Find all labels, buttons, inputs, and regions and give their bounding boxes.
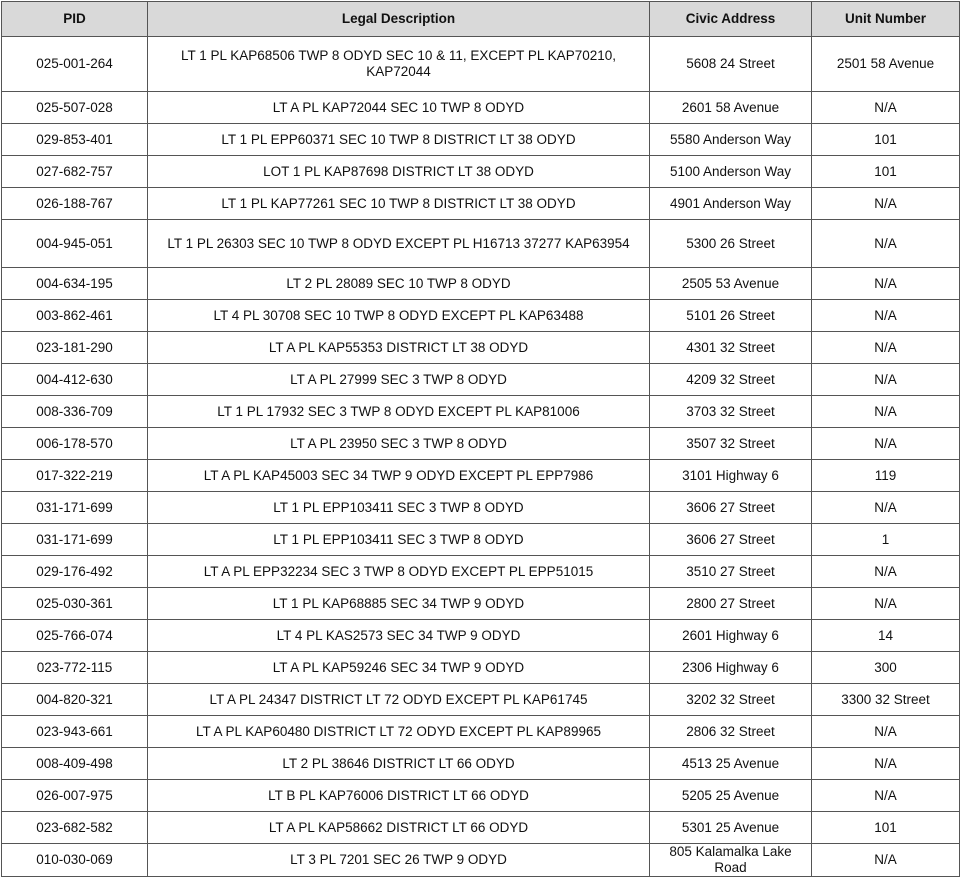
unit-number-cell: N/A <box>812 332 960 364</box>
civic-address-cell: 3202 32 Street <box>650 684 812 716</box>
unit-number-cell: N/A <box>812 716 960 748</box>
header-unit-number: Unit Number <box>812 2 960 37</box>
legal-description-cell: LT A PL 27999 SEC 3 TWP 8 ODYD <box>148 364 650 396</box>
legal-description-cell: LT B PL KAP76006 DISTRICT LT 66 ODYD <box>148 780 650 812</box>
pid-cell: 008-409-498 <box>2 748 148 780</box>
table-row <box>2 524 960 556</box>
legal-description-cell: LT 1 PL 17932 SEC 3 TWP 8 ODYD EXCEPT PL KAP81006 <box>148 396 650 428</box>
table-row <box>2 556 960 588</box>
table-row <box>2 124 960 156</box>
legal-description-cell: LT 1 PL EPP60371 SEC 10 TWP 8 DISTRICT LT 38 ODYD <box>148 124 650 156</box>
legal-description-cell: LT A PL KAP72044 SEC 10 TWP 8 ODYD <box>148 92 650 124</box>
unit-number-cell: 3300 32 Street <box>812 684 960 716</box>
pid-cell: 031-171-699 <box>2 524 148 556</box>
table-row <box>2 620 960 652</box>
civic-address-cell: 3703 32 Street <box>650 396 812 428</box>
civic-address-cell: 5608 24 Street <box>650 37 812 92</box>
legal-description-cell: LT 2 PL 38646 DISTRICT LT 66 ODYD <box>148 748 650 780</box>
civic-address-cell: 3510 27 Street <box>650 556 812 588</box>
unit-number-cell: 119 <box>812 460 960 492</box>
property-table <box>1 1 960 877</box>
header-legal-description: Legal Description <box>148 2 650 37</box>
legal-description-cell: LT A PL KAP59246 SEC 34 TWP 9 ODYD <box>148 652 650 684</box>
legal-description-cell: LT 3 PL 7201 SEC 26 TWP 9 ODYD <box>148 844 650 877</box>
unit-number-cell: 300 <box>812 652 960 684</box>
table-row <box>2 37 960 92</box>
legal-description-cell: LT 2 PL 28089 SEC 10 TWP 8 ODYD <box>148 268 650 300</box>
unit-number-cell: N/A <box>812 300 960 332</box>
legal-description-cell: LT 1 PL KAP68506 TWP 8 ODYD SEC 10 & 11, EXCEPT PL KAP70210, KAP72044 <box>148 37 650 92</box>
pid-cell: 025-001-264 <box>2 37 148 92</box>
legal-description-cell: LT A PL KAP58662 DISTRICT LT 66 ODYD <box>148 812 650 844</box>
unit-number-cell: 101 <box>812 812 960 844</box>
civic-address-cell: 4513 25 Avenue <box>650 748 812 780</box>
unit-number-cell: 1 <box>812 524 960 556</box>
table-row <box>2 268 960 300</box>
table-row <box>2 92 960 124</box>
table-row <box>2 716 960 748</box>
table-body <box>2 37 960 877</box>
table-row <box>2 460 960 492</box>
legal-description-cell: LT A PL 23950 SEC 3 TWP 8 ODYD <box>148 428 650 460</box>
civic-address-cell: 4209 32 Street <box>650 364 812 396</box>
civic-address-cell: 2601 Highway 6 <box>650 620 812 652</box>
legal-description-cell: LT 4 PL 30708 SEC 10 TWP 8 ODYD EXCEPT PL KAP63488 <box>148 300 650 332</box>
pid-cell: 017-322-219 <box>2 460 148 492</box>
pid-cell: 026-007-975 <box>2 780 148 812</box>
table-row <box>2 332 960 364</box>
pid-cell: 025-507-028 <box>2 92 148 124</box>
civic-address-cell: 2505 53 Avenue <box>650 268 812 300</box>
table-row <box>2 812 960 844</box>
table-row <box>2 156 960 188</box>
legal-description-cell: LT 4 PL KAS2573 SEC 34 TWP 9 ODYD <box>148 620 650 652</box>
unit-number-cell: N/A <box>812 556 960 588</box>
pid-cell: 026-188-767 <box>2 188 148 220</box>
unit-number-cell: N/A <box>812 492 960 524</box>
table-row <box>2 300 960 332</box>
unit-number-cell: 2501 58 Avenue <box>812 37 960 92</box>
legal-description-cell: LT 1 PL 26303 SEC 10 TWP 8 ODYD EXCEPT PL H16713 37277 KAP63954 <box>148 220 650 268</box>
unit-number-cell: 101 <box>812 156 960 188</box>
unit-number-cell: N/A <box>812 844 960 877</box>
civic-address-cell: 5301 25 Avenue <box>650 812 812 844</box>
civic-address-cell: 2806 32 Street <box>650 716 812 748</box>
header-row <box>2 2 960 37</box>
unit-number-cell: N/A <box>812 188 960 220</box>
table-row <box>2 396 960 428</box>
legal-description-cell: LT A PL KAP55353 DISTRICT LT 38 ODYD <box>148 332 650 364</box>
pid-cell: 029-176-492 <box>2 556 148 588</box>
unit-number-cell: N/A <box>812 748 960 780</box>
legal-description-cell: LT A PL KAP45003 SEC 34 TWP 9 ODYD EXCEPT PL EPP7986 <box>148 460 650 492</box>
table-header <box>2 2 960 37</box>
civic-address-cell: 5580 Anderson Way <box>650 124 812 156</box>
table-row <box>2 748 960 780</box>
civic-address-cell: 5300 26 Street <box>650 220 812 268</box>
unit-number-cell: N/A <box>812 588 960 620</box>
table-row <box>2 652 960 684</box>
legal-description-cell: LT A PL EPP32234 SEC 3 TWP 8 ODYD EXCEPT PL EPP51015 <box>148 556 650 588</box>
table-row <box>2 188 960 220</box>
pid-cell: 029-853-401 <box>2 124 148 156</box>
pid-cell: 023-943-661 <box>2 716 148 748</box>
unit-number-cell: N/A <box>812 428 960 460</box>
unit-number-cell: N/A <box>812 268 960 300</box>
legal-description-cell: LT A PL KAP60480 DISTRICT LT 72 ODYD EXCEPT PL KAP89965 <box>148 716 650 748</box>
header-civic-address: Civic Address <box>650 2 812 37</box>
legal-description-cell: LT 1 PL KAP68885 SEC 34 TWP 9 ODYD <box>148 588 650 620</box>
pid-cell: 004-820-321 <box>2 684 148 716</box>
legal-description-cell: LT 1 PL KAP77261 SEC 10 TWP 8 DISTRICT LT 38 ODYD <box>148 188 650 220</box>
unit-number-cell: N/A <box>812 396 960 428</box>
table-row <box>2 492 960 524</box>
legal-description-cell: LT A PL 24347 DISTRICT LT 72 ODYD EXCEPT PL KAP61745 <box>148 684 650 716</box>
pid-cell: 004-412-630 <box>2 364 148 396</box>
civic-address-cell: 4901 Anderson Way <box>650 188 812 220</box>
legal-description-cell: LT 1 PL EPP103411 SEC 3 TWP 8 ODYD <box>148 524 650 556</box>
unit-number-cell: N/A <box>812 364 960 396</box>
table-row <box>2 220 960 268</box>
civic-address-cell: 5205 25 Avenue <box>650 780 812 812</box>
pid-cell: 023-682-582 <box>2 812 148 844</box>
table-row <box>2 428 960 460</box>
unit-number-cell: N/A <box>812 92 960 124</box>
civic-address-cell: 4301 32 Street <box>650 332 812 364</box>
pid-cell: 031-171-699 <box>2 492 148 524</box>
civic-address-cell: 2306 Highway 6 <box>650 652 812 684</box>
table-row <box>2 684 960 716</box>
table-row <box>2 780 960 812</box>
table-row <box>2 844 960 877</box>
legal-description-cell: LT 1 PL EPP103411 SEC 3 TWP 8 ODYD <box>148 492 650 524</box>
pid-cell: 023-181-290 <box>2 332 148 364</box>
unit-number-cell: N/A <box>812 220 960 268</box>
unit-number-cell: 101 <box>812 124 960 156</box>
civic-address-cell: 5100 Anderson Way <box>650 156 812 188</box>
pid-cell: 003-862-461 <box>2 300 148 332</box>
pid-cell: 025-030-361 <box>2 588 148 620</box>
pid-cell: 027-682-757 <box>2 156 148 188</box>
pid-cell: 004-634-195 <box>2 268 148 300</box>
pid-cell: 008-336-709 <box>2 396 148 428</box>
civic-address-cell: 3606 27 Street <box>650 492 812 524</box>
pid-cell: 010-030-069 <box>2 844 148 877</box>
table-row <box>2 364 960 396</box>
header-pid: PID <box>2 2 148 37</box>
civic-address-cell: 805 Kalamalka Lake Road <box>650 844 812 877</box>
pid-cell: 004-945-051 <box>2 220 148 268</box>
civic-address-cell: 3507 32 Street <box>650 428 812 460</box>
civic-address-cell: 5101 26 Street <box>650 300 812 332</box>
civic-address-cell: 3101 Highway 6 <box>650 460 812 492</box>
unit-number-cell: 14 <box>812 620 960 652</box>
civic-address-cell: 3606 27 Street <box>650 524 812 556</box>
pid-cell: 025-766-074 <box>2 620 148 652</box>
unit-number-cell: N/A <box>812 780 960 812</box>
pid-cell: 023-772-115 <box>2 652 148 684</box>
pid-cell: 006-178-570 <box>2 428 148 460</box>
legal-description-cell: LOT 1 PL KAP87698 DISTRICT LT 38 ODYD <box>148 156 650 188</box>
civic-address-cell: 2601 58 Avenue <box>650 92 812 124</box>
civic-address-cell: 2800 27 Street <box>650 588 812 620</box>
table-row <box>2 588 960 620</box>
